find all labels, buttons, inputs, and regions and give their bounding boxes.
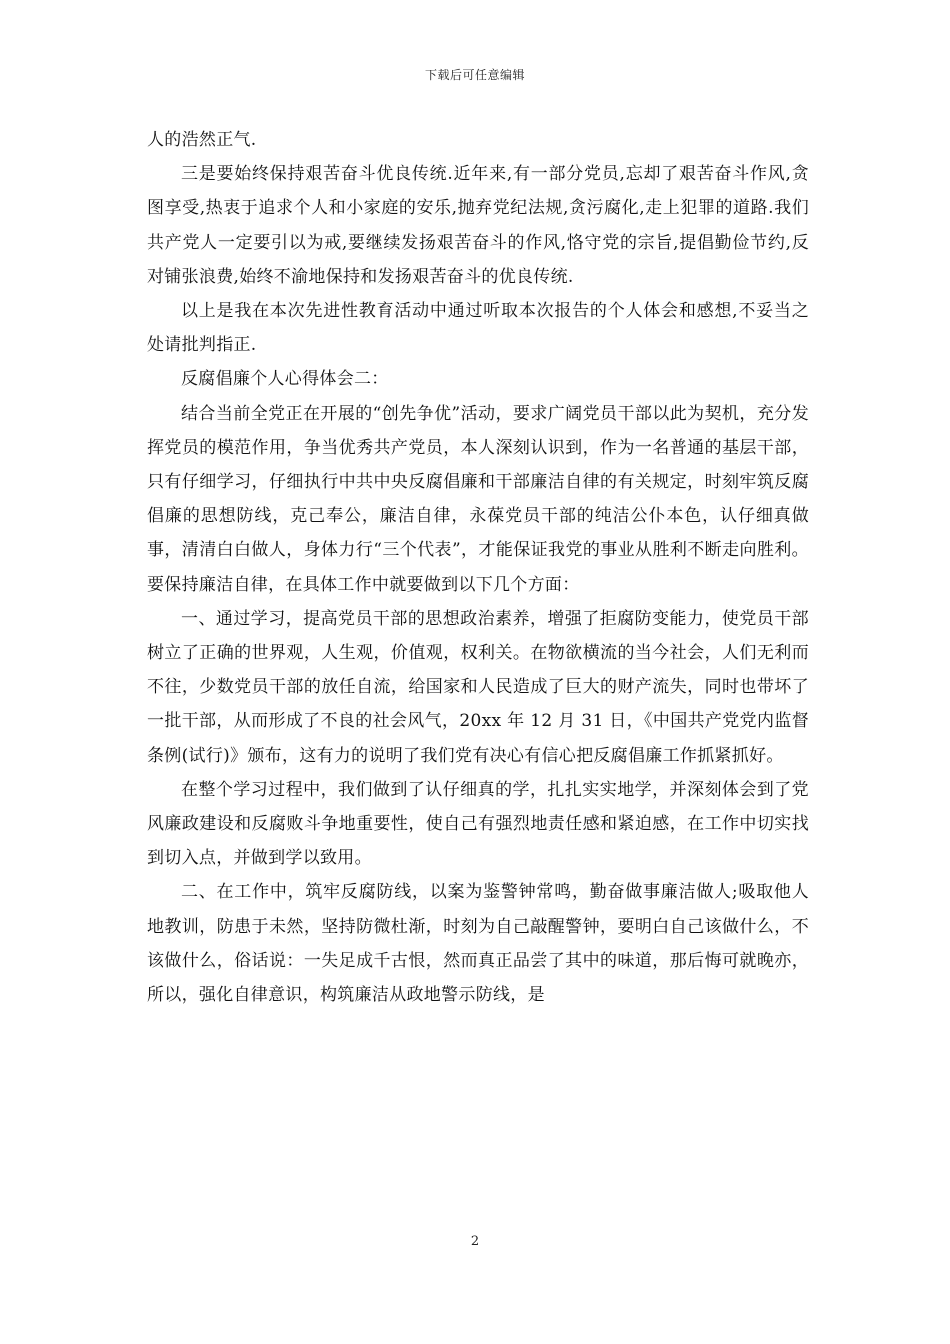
paragraph-point-two: 二、在工作中，筑牢反腐防线，以案为鉴警钟常鸣，勤奋做事廉洁做人;吸取他人地教训，防患于未然，坚持防微杜渐，时刻为自己敲醒警钟，要明白自己该做什么，不该做什么，俗话说：一失足成千古恨，然而真正品尝了其中的味道，那后悔可就晚亦，所以，强化自律意识，构筑廉洁从政地警示防线，是 <box>147 882 809 1006</box>
page-header: 下载后可任意编辑 <box>424 68 525 82</box>
paragraph-study-process: 在整个学习过程中，我们做到了认仔细真的学，扎扎实实地学，并深刻体会到了党风廉政建设和反腐败斗争地重要性，使自己有强烈地责任感和紧迫感，在工作中切实找到切入点，并做到学以致用。 <box>147 779 809 869</box>
paragraph-point-one: 一、通过学习，提高党员干部的思想政治素养，增强了拒腐防变能力，使党员干部树立了正确的世界观，人生观，价值观，权利关。在物欲横流的当今社会，人们无利而不往，少数党员干部的放任自流，给国家和人民造成了巨大的财产流失，同时也带坏了一批干部，从而形成了不良的社会风气，20xx 年 12 月 31 日，《中国共产党党内监督条例(试行)》颁布，这有力的说明了我们党有决心有信心把反腐倡廉工作抓紧抓好。 <box>147 608 809 766</box>
section-heading: 反腐倡廉个人心得体会二： <box>181 369 389 390</box>
paragraph-hard-work-tradition: 三是要始终保持艰苦奋斗优良传统.近年来,有一部分党员,忘却了艰苦奋斗作风,贪图享受,热衷于追求个人和小家庭的安乐,抛弃党纪法规,贪污腐化,走上犯罪的道路.我们共产党人一定要引以为戒,要继续发扬艰苦奋斗的作风,恪守党的宗旨,提倡勤俭节约,反对铺张浪费,始终不渝地保持和发扬艰苦奋斗的优良传统. <box>147 164 809 287</box>
document-body <box>147 123 809 1012</box>
paragraph-intro: 结合当前全党正在开展的“创先争优”活动，要求广阔党员干部以此为契机，充分发挥党员的模范作用，争当优秀共产党员，本人深刻认识到，作为一名普通的基层干部，只有仔细学习，仔细执行中共中央反腐倡廉和干部廉洁自律的有关规定，时刻牢筑反腐倡廉的思想防线，克己奉公，廉洁自律，永葆党员干部的纯洁公仆本色，认仔细真做事，清清白白做人，身体力行“三个代表”，才能保证我党的事业从胜利不断走向胜利。要保持廉洁自律，在具体工作中就要做到以下几个方面： <box>147 403 809 595</box>
paragraph-continuation: 人的浩然正气. <box>147 130 257 150</box>
page-number: 2 <box>470 1234 480 1249</box>
paragraph-conclusion: 以上是我在本次先进性教育活动中通过听取本次报告的个人体会和感想,不妥当之处请批判指正. <box>147 301 809 356</box>
